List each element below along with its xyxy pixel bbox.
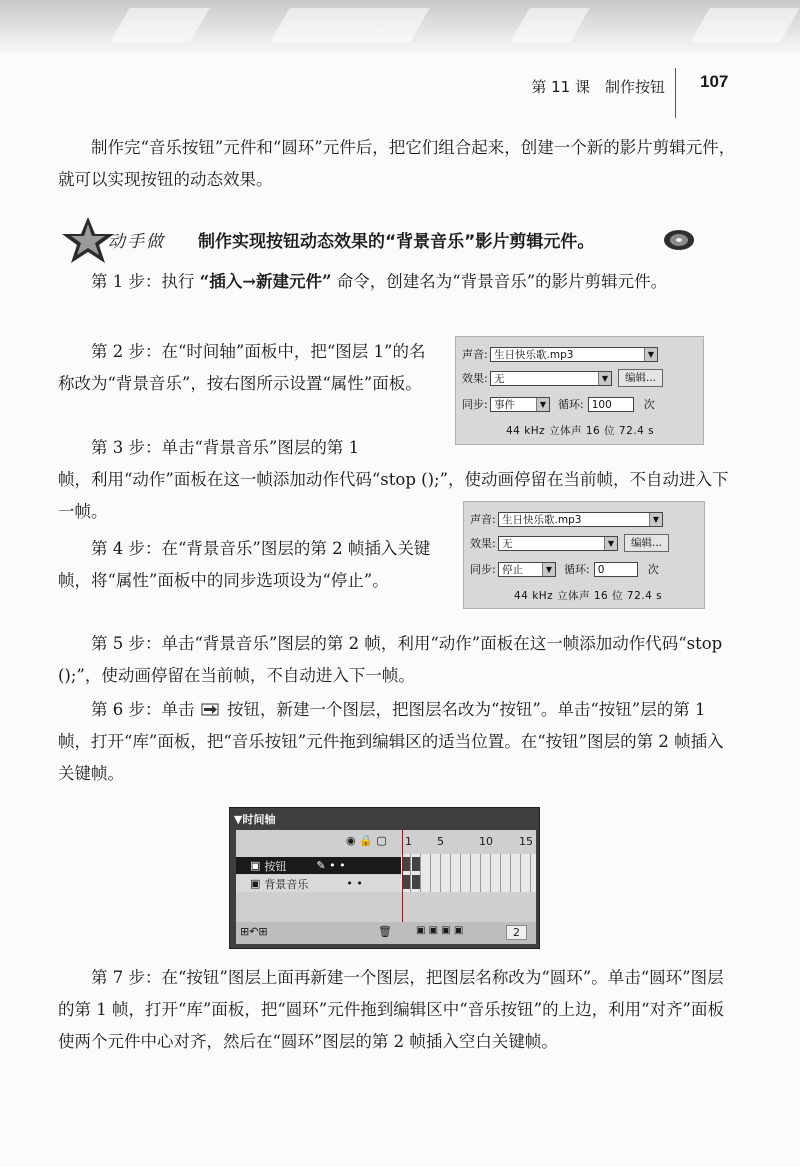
sync-label: 同步: [462, 398, 488, 411]
sound-select[interactable] [490, 347, 658, 362]
loop-input[interactable] [588, 397, 634, 412]
step-1-suffix: 命令，创建名为“背景音乐”的影片剪辑元件。 [331, 272, 668, 291]
sync-select[interactable] [490, 397, 550, 412]
loop-value: 0 [597, 563, 605, 576]
loop-label: 循环: [564, 563, 590, 576]
effect-select[interactable] [498, 536, 618, 551]
frame-grid[interactable] [401, 854, 536, 892]
step-3-rest: 帧，利用“动作”面板在这一帧添加动作代码“stop ();”，使动画停留在当前帧，不自动进入下一帧。 [58, 470, 729, 521]
keyframe[interactable] [412, 875, 420, 889]
timeline-header-icons [346, 834, 387, 847]
lock-icon[interactable]: 🔒 [359, 834, 373, 847]
outline-icon[interactable]: ▢ [376, 834, 387, 847]
step-6-prefix: 第 6 步：单击 [91, 700, 200, 719]
layer-name: 按钮 [264, 859, 287, 873]
effect-value: 无 [494, 372, 505, 385]
step-1 [58, 266, 738, 298]
ruler-tick: 15 [519, 835, 533, 848]
timeline-title: ▼时间轴 [234, 813, 276, 826]
frame-ruler [401, 833, 536, 851]
pencil-icon: ✎ • • [316, 859, 346, 872]
timeline-area [236, 830, 536, 944]
properties-panel-event [455, 336, 704, 445]
sync-label: 同步: [470, 563, 496, 576]
lesson-title: 第 11 课 制作按钮 [531, 78, 665, 96]
step-6-suffix: 按钮，新建一个图层，把图层名改为“按钮”。单击“按钮”层的第 1 帧，打开“库”面板，把“音乐按钮”元件拖到编辑区的适当位置。在“按钮”图层的第 2 帧插入关键帧。 [58, 700, 724, 783]
top-banner [0, 0, 800, 52]
keyframe[interactable] [402, 875, 410, 889]
loop-input[interactable] [594, 562, 638, 577]
effect-label: 效果: [470, 537, 496, 550]
keyframe[interactable] [402, 857, 410, 871]
chevron-down-icon[interactable]: ▼ [536, 398, 549, 411]
eye-icon[interactable]: ◉ [346, 834, 356, 847]
chevron-down-icon[interactable]: ▼ [542, 563, 555, 576]
sound-row [470, 510, 663, 528]
layer-row-button[interactable] [236, 857, 401, 874]
sync-row [470, 560, 659, 578]
layer-row-bgmusic[interactable] [236, 875, 401, 892]
layer-dots: • • [346, 877, 363, 890]
sound-row [462, 345, 658, 363]
step-3-line1: 第 3 步：单击“背景音乐”图层的第 1 [91, 438, 360, 457]
page-number: 107 [700, 72, 729, 91]
layer-icon: ▣ [250, 859, 261, 872]
ruler-tick: 1 [405, 835, 412, 848]
timeline-panel [229, 807, 540, 949]
sound-info: 44 kHz 立体声 16 位 72.4 s [514, 590, 663, 602]
step-4: 第 4 步：在“背景音乐”图层的第 2 帧插入关键帧，将“属性”面板中的同步选项设为“停止”。 [58, 539, 431, 590]
chevron-down-icon[interactable]: ▼ [644, 348, 657, 361]
sound-label: 声音: [462, 348, 488, 361]
loop-value: 100 [591, 398, 612, 411]
timeline-toolbar [236, 922, 536, 944]
edit-button[interactable]: 编辑... [618, 369, 663, 387]
step-1-command: “插入→新建元件” [199, 272, 332, 291]
cd-icon [663, 229, 695, 251]
effect-row [462, 369, 663, 387]
layer-icon: ▣ [250, 877, 261, 890]
sound-value: 生日快乐歌.mp3 [502, 513, 582, 526]
banner-streak [110, 8, 210, 42]
sound-select[interactable] [498, 512, 663, 527]
sound-value: 生日快乐歌.mp3 [494, 348, 574, 361]
banner-streak [270, 8, 430, 42]
keyframe[interactable] [412, 857, 420, 871]
effect-row [470, 534, 669, 552]
intro-paragraph: 制作完“音乐按钮”元件和“圆环”元件后，把它们组合起来，创建一个新的影片剪辑元件，就可以实现按钮的动态效果。 [58, 138, 736, 189]
step-6 [58, 694, 738, 790]
chevron-down-icon[interactable]: ▼ [604, 537, 617, 550]
dongshou-banner [58, 215, 738, 265]
ruler-tick: 10 [479, 835, 493, 848]
sound-info: 44 kHz 立体声 16 位 72.4 s [506, 425, 655, 437]
sync-select[interactable] [498, 562, 556, 577]
step-1-prefix: 第 1 步：执行 [91, 272, 200, 291]
sound-label: 声音: [470, 513, 496, 526]
loop-label: 循环: [558, 398, 584, 411]
sync-value: 停止 [502, 563, 523, 576]
chevron-down-icon[interactable]: ▼ [598, 372, 611, 385]
properties-panel-stop [463, 501, 705, 609]
step-7: 第 7 步：在“按钮”图层上面再新建一个图层，把图层名称改为“圆环”。单击“圆环”图层的第 1 帧，打开“库”面板，把“圆环”元件拖到编辑区中“音乐按钮”的上边，利用“对齐”面板使两个元件中心对齐，然后在“圆环”图层的第 2 帧插入空白关键帧。 [58, 968, 724, 1051]
onion-skin-icons[interactable]: ▣ ▣ ▣ ▣ [416, 925, 464, 936]
banner-streak [690, 8, 800, 42]
ruler-tick: 5 [437, 835, 444, 848]
current-frame: 2 [506, 925, 527, 940]
effect-label: 效果: [462, 372, 488, 385]
step-2: 第 2 步：在“时间轴”面板中，把“图层 1”的名称改为“背景音乐”，按右图所示设置“属性”面板。 [58, 342, 426, 393]
dongshou-label: 动手做 [108, 232, 165, 252]
effect-value: 无 [502, 537, 513, 550]
layer-name: 背景音乐 [264, 877, 309, 891]
step-5: 第 5 步：单击“背景音乐”图层的第 2 帧，利用“动作”面板在这一帧添加动作代码“stop ();”，使动画停留在当前帧，不自动进入下一帧。 [58, 634, 723, 685]
new-layer-icon [200, 700, 222, 718]
add-layer-icon[interactable]: ⊞↶⊞ [240, 925, 268, 938]
loop-unit: 次 [643, 398, 655, 411]
loop-unit: 次 [647, 563, 659, 576]
header-divider [675, 68, 676, 118]
sync-value: 事件 [494, 398, 515, 411]
sync-row [462, 395, 655, 413]
edit-button[interactable]: 编辑... [624, 534, 669, 552]
page-header [0, 68, 800, 104]
chevron-down-icon[interactable]: ▼ [649, 513, 662, 526]
effect-select[interactable] [490, 371, 612, 386]
delete-layer-icon[interactable]: 🗑 [378, 925, 392, 938]
dongshou-title: 制作实现按钮动态效果的“背景音乐”影片剪辑元件。 [198, 232, 595, 252]
banner-streak [510, 8, 590, 42]
